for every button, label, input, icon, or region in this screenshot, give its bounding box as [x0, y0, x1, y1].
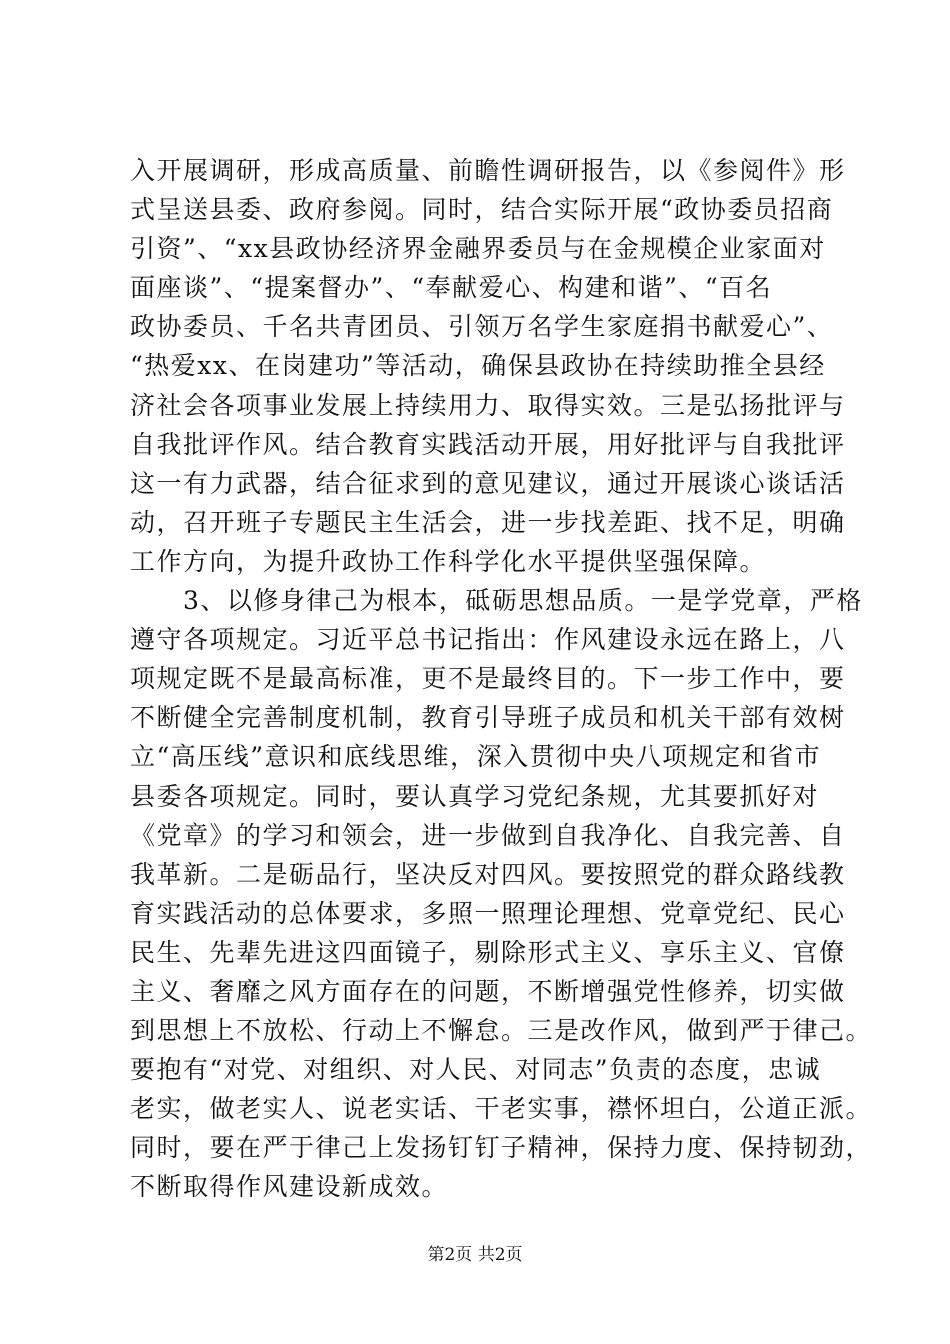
- text-line: “热爱xx、在岗建功”等活动，确保县政协在持续助推全县经: [130, 351, 826, 381]
- page-number-label: 第2页 共2页: [427, 1245, 523, 1265]
- text-line: 要抱有“对党、对组织、对人民、对同志”负责的态度，忠诚: [130, 1055, 822, 1085]
- text-line: 3、以修身律己为根本，砥砺思想品质。一是学党章，严格: [130, 586, 863, 616]
- text-line: 政协委员、千名共青团员、引领万名学生家庭捐书献爱心”、: [130, 312, 834, 342]
- text-line: 项规定既不是最高标准，更不是最终目的。下一步工作中，要: [130, 664, 846, 694]
- text-line: 不断健全完善制度机制，教育引导班子成员和机关干部有效树: [130, 703, 846, 733]
- text-line: 民生、先辈先进这四面镜子，剔除形式主义、享乐主义、官僚: [130, 937, 846, 967]
- text-line: 到思想上不放松、行动上不懈怠。三是改作风，做到严于律己。: [130, 1016, 873, 1046]
- text-line: 面座谈”、“提案督办”、“奉献爱心、构建和谐”、“百名: [130, 273, 773, 303]
- text-line: 动，召开班子专题民主生活会，进一步找差距、找不足，明确: [130, 507, 846, 537]
- text-line: 济社会各项事业发展上持续用力、取得实效。三是弘扬批评与: [130, 390, 846, 420]
- text-line: 育实践活动的总体要求，多照一照理论理想、党章党纪、民心: [130, 898, 846, 928]
- text-line: 自我批评作风。结合教育实践活动开展，用好批评与自我批评: [130, 429, 846, 459]
- text-line: 入开展调研，形成高质量、前瞻性调研报告，以《参阅件》形: [130, 156, 846, 185]
- text-line: 式呈送县委、政府参阅。同时，结合实际开展“政协委员招商: [130, 195, 834, 225]
- text-line: 我革新。二是砺品行，坚决反对四风。要按照党的群众路线教: [130, 859, 846, 889]
- text-line: 同时，要在严于律己上发扬钉钉子精神，保持力度、保持韧劲，: [130, 1133, 873, 1163]
- text-line: 县委各项规定。同时，要认真学习党纪条规，尤其要抓好对: [130, 781, 820, 811]
- text-line: 主义、奢靡之风方面存在的问题，不断增强党性修养，切实做: [130, 976, 846, 1006]
- text-line: 遵守各项规定。习近平总书记指出：作风建设永远在路上，八: [130, 625, 846, 655]
- text-line: 这一有力武器，结合征求到的意见建议，通过开展谈心谈话活: [130, 468, 846, 498]
- text-line: 工作方向，为提升政协工作科学化水平提供坚强保障。: [130, 546, 767, 576]
- text-line: 《党章》的学习和领会，进一步做到自我净化、自我完善、自: [130, 820, 846, 850]
- text-line: 老实，做老实人、说老实话、干老实事，襟怀坦白，公道正派。: [130, 1094, 873, 1124]
- page-footer: [0, 1243, 950, 1267]
- text-line: 引资”、“xx县政协经济界金融界委员与在金规模企业家面对: [130, 234, 826, 264]
- text-line: 立“高压线”意识和底线思维，深入贯彻中央八项规定和省市: [130, 742, 822, 772]
- text-line: 不断取得作风建设新成效。: [130, 1172, 449, 1202]
- document-body: [130, 151, 873, 1207]
